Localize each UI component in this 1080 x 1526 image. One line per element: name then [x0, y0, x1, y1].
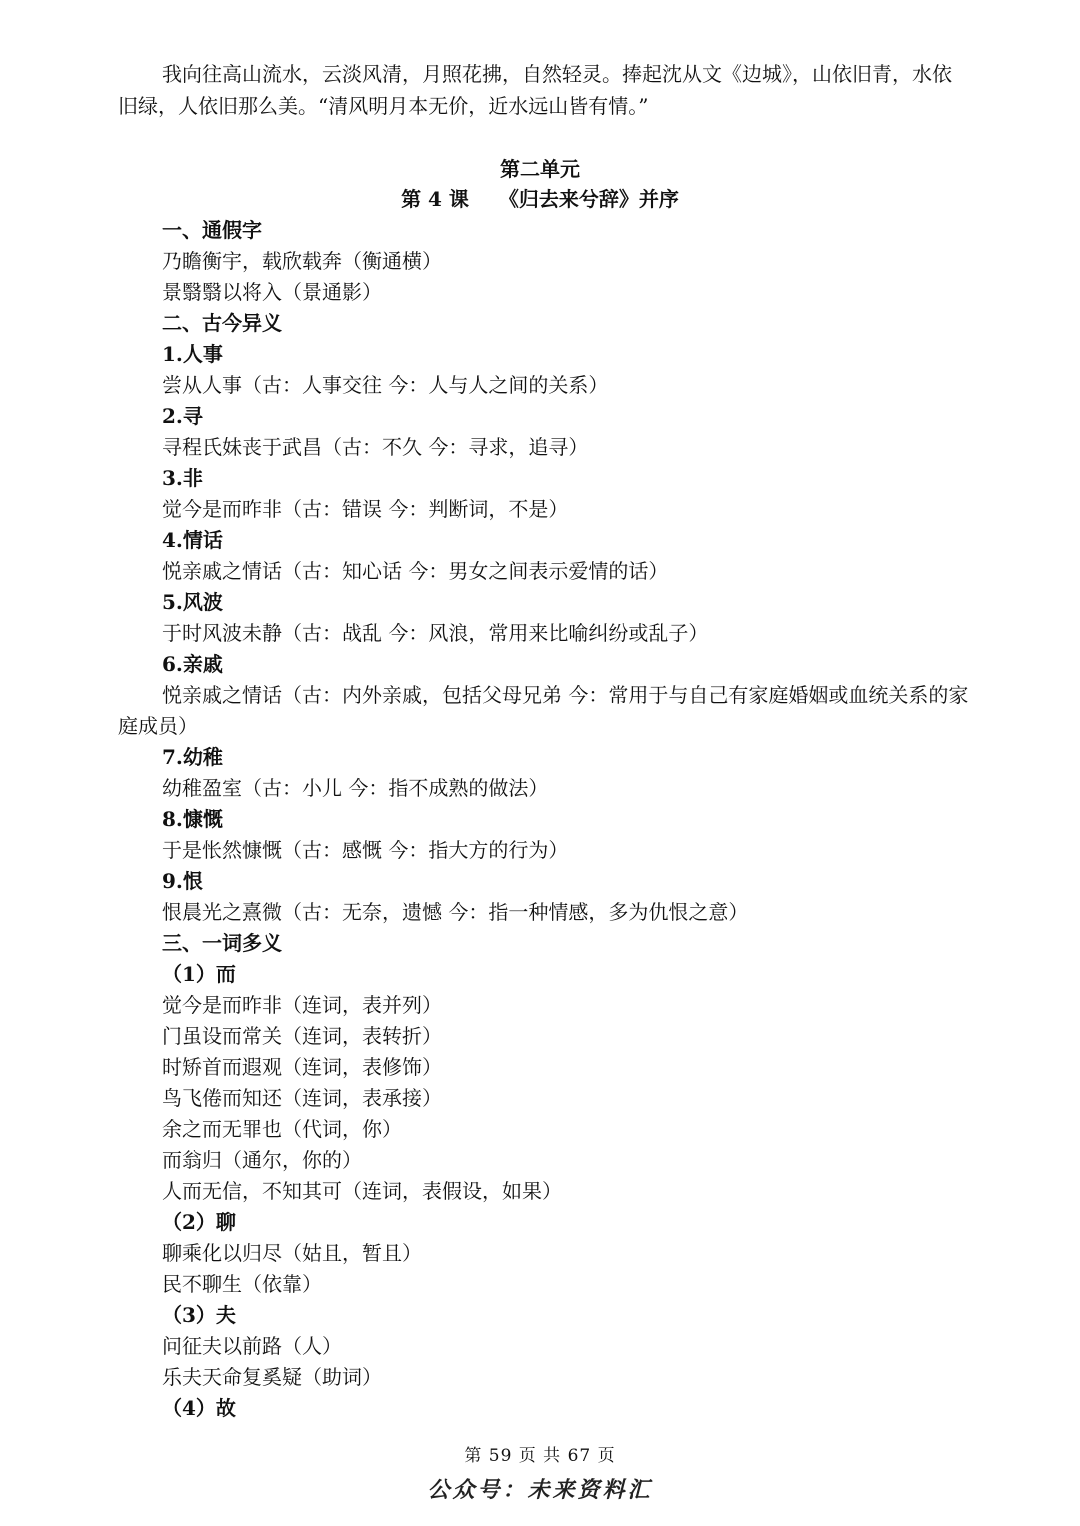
content-line: 人而无信，不知其可（连词，表假设，如果）: [162, 1179, 562, 1203]
unit-title: 第二单元: [500, 157, 580, 181]
section-heading: 二、古今异义: [162, 311, 282, 335]
section-heading: 4.情话: [162, 528, 223, 552]
content-line: 而翁归（通尔，你的）: [162, 1148, 362, 1172]
content-line: 门虽设而常关（连词，表转折）: [162, 1024, 442, 1048]
content-line: 悦亲戚之情话（古：知心话 今：男女之间表示爱情的话）: [162, 559, 669, 583]
section-heading: （1）而: [162, 962, 236, 986]
content-line: 聊乘化以归尽（姑且，暂且）: [162, 1241, 422, 1265]
content-line: 时矫首而遐观（连词，表修饰）: [162, 1055, 442, 1079]
intro-paragraph: 我向往高山流水，云淡风清，月照花拂，自然轻灵。捧起沈从文《边城》，山依旧青，水依旧绿，人依旧那么美。“清风明月本无价，近水远山皆有情。”: [118, 62, 952, 118]
lesson-title: 第 4 课 《归去来兮辞》并序: [401, 187, 679, 211]
section-heading: （2）聊: [162, 1210, 236, 1234]
content-line: 悦亲戚之情话（古：内外亲戚，包括父母兄弟 今：常用于与自己有家庭婚姻或血统关系的家庭成员）: [118, 683, 969, 738]
content-line: 问征夫以前路（人）: [162, 1334, 342, 1358]
content-line: 于是怅然慷慨（古：感慨 今：指大方的行为）: [162, 838, 569, 862]
content-line: 余之而无罪也（代词，你）: [162, 1117, 402, 1141]
section-heading: 7.幼稚: [162, 745, 223, 769]
content-line: 幼稚盈室（古：小儿 今：指不成熟的做法）: [162, 776, 549, 800]
section-heading: 2.寻: [162, 404, 203, 428]
lesson-content: [0, 215, 1080, 1424]
footer-signature: 公众号：未来资料汇: [427, 1477, 653, 1503]
content-line: 民不聊生（依靠）: [162, 1272, 322, 1296]
content-line: 觉今是而昨非（连词，表并列）: [162, 993, 442, 1017]
section-heading: 1.人事: [162, 342, 223, 366]
content-line: 乃瞻衡宇，载欣载奔（衡通横）: [162, 249, 442, 273]
content-line: 恨晨光之熹微（古：无奈，遗憾 今：指一种情感，多为仇恨之意）: [162, 900, 749, 924]
section-heading: 9.恨: [162, 869, 203, 893]
section-heading: 三、一词多义: [162, 931, 282, 955]
section-heading: 一、通假字: [162, 218, 262, 242]
content-line: 乐夫天命复奚疑（助词）: [162, 1365, 382, 1389]
content-line: 寻程氏妹丧于武昌（古：不久 今：寻求，追寻）: [162, 435, 589, 459]
content-line: 觉今是而昨非（古：错误 今：判断词，不是）: [162, 497, 569, 521]
section-heading: 5.风波: [162, 590, 223, 614]
section-heading: （3）夫: [162, 1303, 236, 1327]
content-line: 鸟飞倦而知还（连词，表承接）: [162, 1086, 442, 1110]
section-heading: （4）故: [162, 1396, 236, 1420]
content-line: 景翳翳以将入（景通影）: [162, 280, 382, 304]
section-heading: 3.非: [162, 466, 203, 490]
content-line: 于时风波未静（古：战乱 今：风浪，常用来比喻纠纷或乱子）: [162, 621, 709, 645]
page-number: 第 59 页 共 67 页: [464, 1446, 616, 1466]
content-line: 尝从人事（古：人事交往 今：人与人之间的关系）: [162, 373, 609, 397]
section-heading: 6.亲戚: [162, 652, 223, 676]
section-heading: 8.慷慨: [162, 807, 223, 831]
